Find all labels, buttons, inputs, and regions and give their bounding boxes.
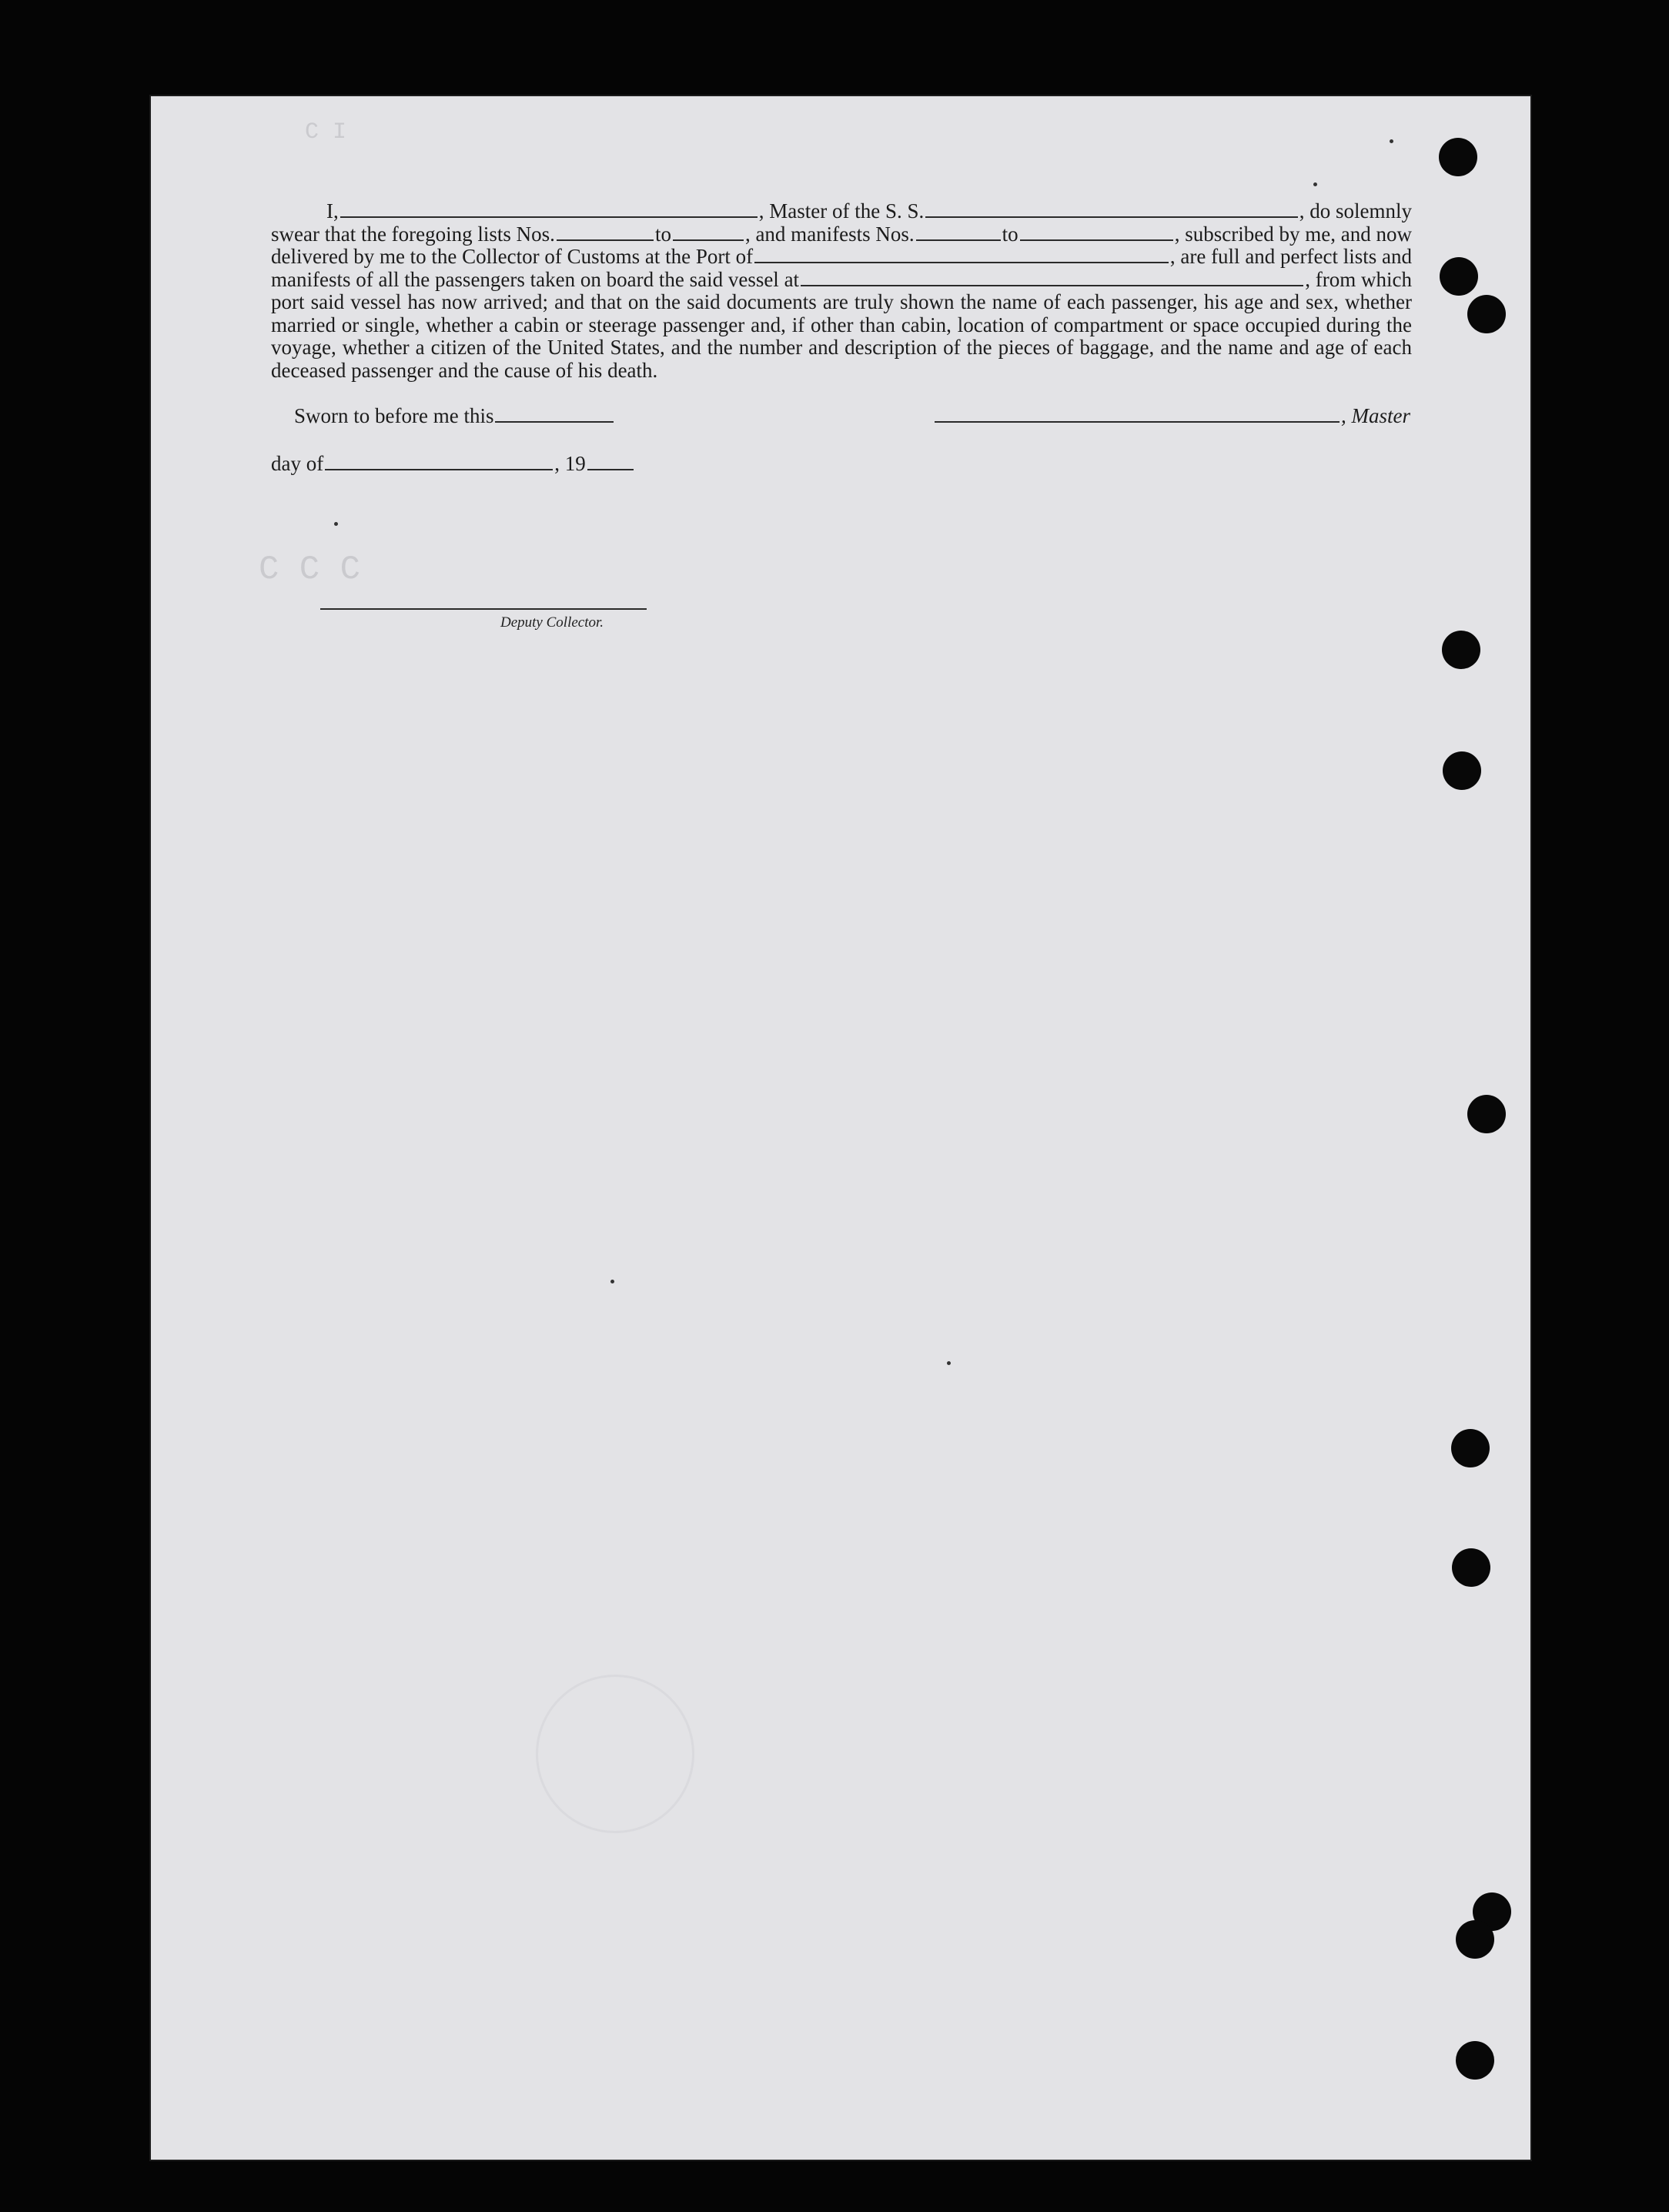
speck-mark <box>1313 182 1317 186</box>
master-signature-line <box>933 404 1410 428</box>
year-blank[interactable] <box>587 453 634 470</box>
punch-hole <box>1456 2041 1494 2080</box>
oath-paragraph <box>271 200 1412 382</box>
oath-text: swear that the foregoing lists Nos. <box>271 222 555 246</box>
master-name-blank[interactable] <box>340 201 758 218</box>
punch-hole <box>1440 257 1478 296</box>
oath-text: , subscribed by me, and now <box>1174 222 1412 246</box>
oath-text: , are full and perfect lists and <box>1169 245 1412 268</box>
punch-hole <box>1442 631 1480 669</box>
oath-line-1 <box>271 200 1412 223</box>
speck-mark <box>334 522 338 526</box>
speck-mark <box>1390 139 1393 143</box>
list-from-blank[interactable] <box>557 224 654 241</box>
master-signature-blank[interactable] <box>935 406 1340 423</box>
vessel-name-blank[interactable] <box>925 201 1298 218</box>
sworn-day-blank[interactable] <box>495 406 614 423</box>
month-blank[interactable] <box>325 453 553 470</box>
oath-line-3 <box>271 246 1412 269</box>
departure-port-blank[interactable] <box>801 269 1303 286</box>
manifest-from-blank[interactable] <box>916 224 1001 241</box>
punch-hole <box>1451 1429 1490 1467</box>
oath-text: to <box>654 222 671 246</box>
year-label: , 19 <box>554 452 586 475</box>
punch-hole <box>1443 751 1481 790</box>
sworn-line <box>294 404 615 428</box>
oath-line-4 <box>271 269 1412 292</box>
bleed-through-text: C C C <box>259 550 361 589</box>
bleed-through-text: C I <box>305 119 347 146</box>
punch-hole <box>1467 295 1506 333</box>
oath-text: manifests of all the passengers taken on board the said vessel at <box>271 267 800 291</box>
master-label: , Master <box>1341 404 1410 427</box>
oath-line-2 <box>271 223 1412 246</box>
oath-text: , from which <box>1305 267 1412 291</box>
document-page <box>151 96 1530 2160</box>
speck-mark <box>947 1361 951 1365</box>
manifest-to-blank[interactable] <box>1020 224 1173 241</box>
oath-text: I, <box>326 199 339 223</box>
speck-mark <box>610 1280 614 1283</box>
oath-body: port said vessel has now arrived; and that on the said documents are truly shown the name of each passenger, his age and sex, whether married or single, whether a cabin or steerage passenger and, if other than cabin, location of compartment or space occupied during the voyage, whether a citizen of the United States, and the number and description of the pieces of baggage, and the name and age of each deceased passenger and the cause of his death. <box>271 290 1412 382</box>
date-line <box>271 452 635 476</box>
punch-hole <box>1452 1548 1490 1587</box>
oath-text: , and manifests Nos. <box>744 222 915 246</box>
punch-hole <box>1456 1920 1494 1959</box>
sworn-label: Sworn to before me this <box>294 404 494 427</box>
oath-text: to <box>1002 222 1018 246</box>
oath-text: , Master of the S. S. <box>758 199 925 223</box>
oath-text: , do solemnly <box>1299 199 1412 223</box>
faint-stamp-mark <box>536 1675 694 1833</box>
list-to-blank[interactable] <box>673 224 744 241</box>
deputy-collector-label: Deputy Collector. <box>500 614 604 631</box>
port-blank[interactable] <box>754 246 1169 263</box>
day-of-label: day of <box>271 452 324 475</box>
oath-text: delivered by me to the Collector of Customs at the Port of <box>271 245 754 268</box>
punch-hole <box>1439 138 1477 176</box>
punch-hole <box>1467 1095 1506 1133</box>
deputy-signature-blank[interactable] <box>320 608 647 610</box>
